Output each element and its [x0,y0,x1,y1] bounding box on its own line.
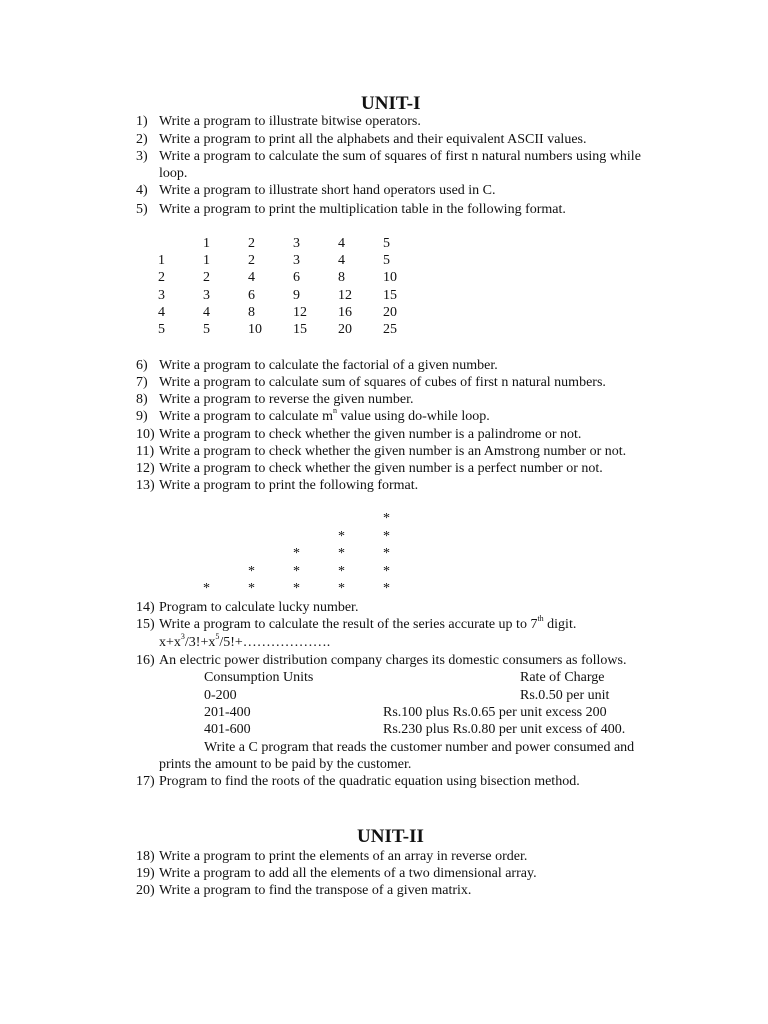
item-text: Write a program to print the following format. [159,478,419,493]
table-row-label: 5 [158,322,165,337]
star-mark: * [203,581,210,596]
item-number: 17) [136,774,155,789]
item-number: 9) [136,409,148,424]
series-part: x+x [159,635,181,650]
table-cell: 20 [338,322,352,337]
item-text-before: Write a program to calculate m [159,409,333,424]
table-cell: 6 [293,270,300,286]
table-cell: 8 [338,270,345,286]
item-number: 5) [136,202,148,217]
item-number: 1) [136,114,148,129]
table-cell: 10 [248,322,262,337]
column-header-units: Consumption Units [204,670,314,685]
table-row-label: 2 [158,270,165,286]
star-mark: * [383,528,390,544]
item-number: 8) [136,392,148,407]
item-number: 3) [136,149,148,164]
table-cell: 4 [338,253,345,269]
item-number: 20) [136,883,155,898]
star-mark: * [338,563,345,579]
table-cell-rate: Rs.0.50 per unit [520,688,610,703]
table-row-label: 1 [158,253,165,269]
table-cell: 16 [338,304,352,320]
item-text: An electric power distribution company charges its domestic consumers as follows. [159,653,627,668]
table-cell: 4 [248,270,255,286]
star-mark: * [383,511,390,526]
table-header-cell: 4 [338,236,345,251]
item-number: 18) [136,849,155,864]
series-part: /3!+x [184,635,216,650]
item-text: Write a program to check whether the given number is a perfect number or not. [159,461,603,476]
table-cell: 5 [383,253,390,269]
star-mark: * [293,563,300,579]
table-cell: 9 [293,287,300,303]
item-text: Write a program to check whether the given number is a palindrome or not. [159,427,582,442]
table-cell-rate: Rs.100 plus Rs.0.65 per unit excess 200 [383,705,607,720]
item-text: Write a program to find the transpose of a given matrix. [159,883,472,898]
item-text-after: digit. [543,617,577,632]
item-text: Write a program to print all the alphabets and their equivalent ASCII values. [159,132,587,147]
item-text [159,616,576,633]
star-mark: * [248,581,255,596]
superscript: n [332,406,337,416]
table-cell: 8 [248,304,255,320]
item-text: Write a program to calculate sum of squares of cubes of first n natural numbers. [159,375,606,390]
series-part: /5!+………………. [219,635,331,650]
table-cell: 2 [203,270,210,286]
star-mark: * [338,581,345,596]
superscript: 3 [180,632,185,642]
table-cell-rate: Rs.230 plus Rs.0.80 per unit excess of 400. [383,722,626,737]
superscript: th [537,614,544,624]
item-text: Program to find the roots of the quadratic equation using bisection method. [159,774,580,789]
item-number: 10) [136,427,155,442]
item-text: Write a program to reverse the given number. [159,392,414,407]
paragraph-text: prints the amount to be paid by the customer. [159,757,412,772]
star-mark: * [293,546,300,561]
item-text [159,408,490,425]
item-text: Write a program to check whether the given number is an Amstrong number or not. [159,444,627,459]
table-cell: 15 [383,287,397,303]
table-cell-units: 0-200 [204,688,237,703]
table-cell: 3 [293,253,300,269]
item-text-after: value using do-while loop. [336,409,490,424]
table-cell: 2 [248,253,255,269]
item-text: Write a program to add all the elements of a two dimensional array. [159,866,537,881]
item-number: 6) [136,358,148,373]
table-cell: 3 [203,287,210,303]
unit2-heading: UNIT-II [357,826,424,847]
table-cell: 5 [203,322,210,337]
table-header-cell: 5 [383,236,390,251]
item-text: Write a program to calculate the sum of squares of first n natural numbers using while [159,149,641,164]
table-cell: 12 [338,287,352,303]
star-mark: * [248,563,255,579]
star-mark: * [338,528,345,544]
table-cell-units: 201-400 [204,705,251,720]
star-mark: * [383,546,390,561]
item-number: 7) [136,375,148,390]
star-mark: * [383,563,390,579]
table-cell: 20 [383,304,397,320]
item-text-before: Write a program to calculate the result of the series accurate up to 7 [159,617,538,632]
item-text-continuation: loop. [159,166,188,181]
item-text: Write a program to print the elements of an array in reverse order. [159,849,528,864]
column-header-rate: Rate of Charge [520,670,605,685]
item-number: 15) [136,617,155,632]
table-cell: 4 [203,304,210,320]
table-header-cell: 3 [293,236,300,251]
table-cell: 10 [383,270,397,286]
table-header-cell: 2 [248,236,255,251]
table-cell: 12 [293,304,307,320]
item-text: Write a program to illustrate bitwise operators. [159,114,421,129]
item-number: 4) [136,183,148,198]
unit1-heading: UNIT-I [361,93,421,114]
table-cell: 25 [383,322,397,337]
item-number: 13) [136,478,155,493]
item-number: 14) [136,600,155,615]
star-mark: * [338,546,345,561]
table-cell: 1 [203,253,210,269]
table-header-cell: 1 [203,236,210,251]
item-number: 11) [136,444,155,459]
item-text: Write a program to print the multiplication table in the following format. [159,202,566,217]
item-text: Write a program to calculate the factorial of a given number. [159,358,498,373]
item-text: Write a program to illustrate short hand operators used in C. [159,183,496,198]
table-cell-units: 401-600 [204,722,251,737]
item-number: 2) [136,132,148,147]
table-cell: 15 [293,322,307,337]
table-row-label: 4 [158,304,165,320]
item-number: 16) [136,653,155,668]
table-row-label: 3 [158,287,165,303]
paragraph-text: Write a C program that reads the customer number and power consumed and [204,740,635,755]
item-number: 19) [136,866,155,881]
table-cell: 6 [248,287,255,303]
superscript: 5 [215,632,220,642]
star-mark: * [383,581,390,596]
star-mark: * [293,581,300,596]
item-number: 12) [136,461,155,476]
series-formula [159,634,330,651]
item-text: Program to calculate lucky number. [159,600,359,615]
